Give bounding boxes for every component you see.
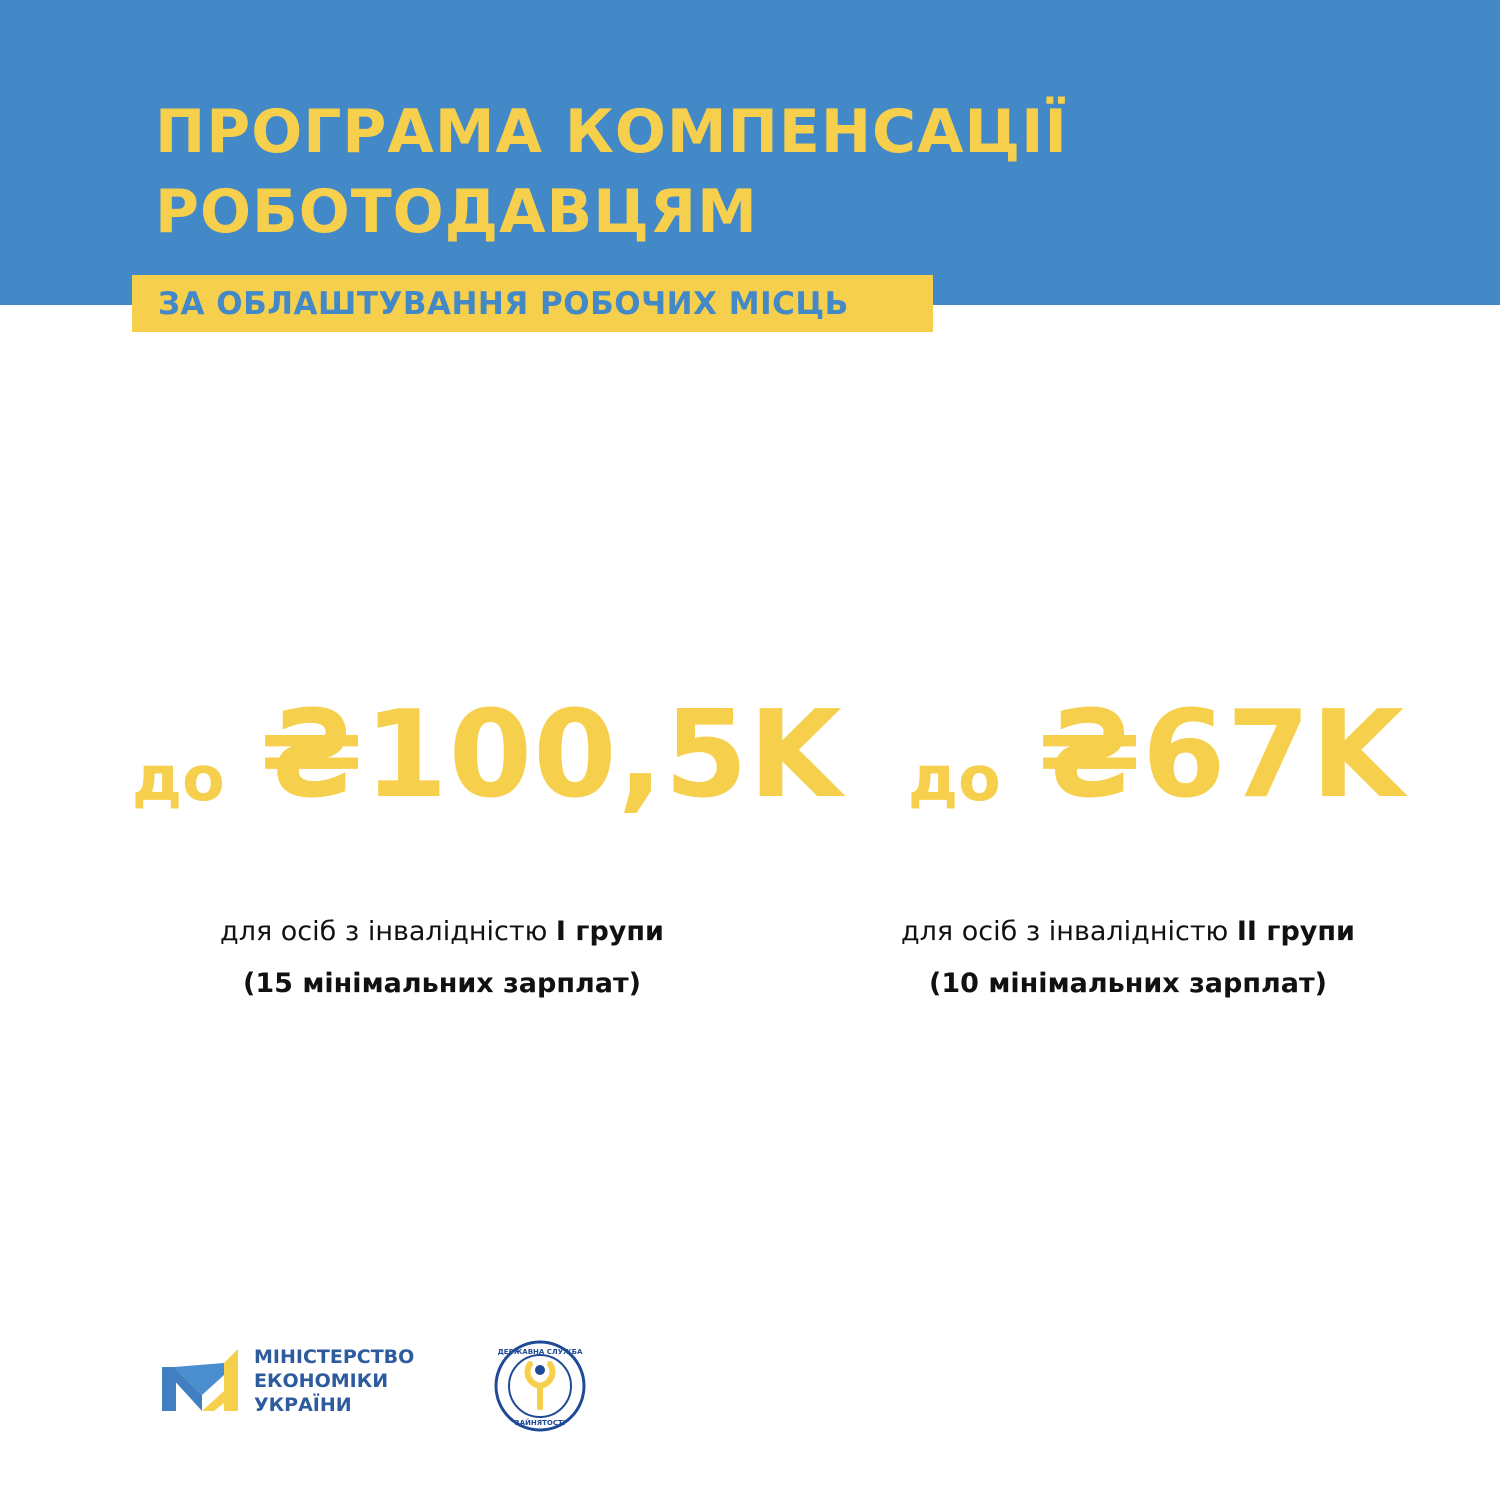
offer-prefix: до	[132, 742, 225, 815]
ministry-line-2: ЕКОНОМІКИ	[254, 1370, 389, 1392]
disability-group: I групи	[555, 916, 664, 947]
page-title	[155, 92, 1068, 252]
ministry-of-economy-logo	[162, 1345, 432, 1415]
ministry-line-1: МІНІСТЕРСТВО	[254, 1346, 415, 1368]
description-line	[868, 906, 1388, 958]
ministry-line-3: УКРАЇНИ	[254, 1394, 352, 1416]
description-text: для осіб з інвалідністю	[220, 916, 556, 947]
salary-note-text: (15 мінімальних зарплат)	[243, 968, 641, 999]
salary-note	[182, 958, 702, 1010]
offer-group-2-amount	[908, 686, 1406, 838]
offer-amount: ₴100,5K	[260, 686, 843, 825]
disability-group: II групи	[1236, 916, 1355, 947]
seal-text-top: ДЕРЖАВНА СЛУЖБА	[497, 1348, 583, 1356]
offer-group-1-description	[182, 906, 702, 1010]
title-line-2: РОБОТОДАВЦЯМ	[155, 177, 758, 247]
ministry-m-icon	[162, 1345, 242, 1415]
salary-note	[868, 958, 1388, 1010]
subtitle-tag	[132, 275, 933, 332]
subtitle-text: ЗА ОБЛАШТУВАННЯ РОБОЧИХ МІСЦЬ	[158, 285, 849, 322]
offer-group-1-amount	[132, 686, 843, 838]
offer-group-2-description	[868, 906, 1388, 1010]
title-line-1: ПРОГРАМА КОМПЕНСАЦІЇ	[155, 97, 1068, 167]
state-employment-service-logo	[494, 1340, 586, 1432]
description-line	[182, 906, 702, 958]
description-text: для осіб з інвалідністю	[901, 916, 1237, 947]
offer-prefix: до	[908, 742, 1001, 815]
ministry-name	[254, 1345, 414, 1417]
salary-note-text: (10 мінімальних зарплат)	[929, 968, 1327, 999]
offer-amount: ₴67K	[1038, 686, 1406, 825]
employment-service-seal-icon	[494, 1340, 586, 1432]
seal-text-bottom: ЗАЙНЯТОСТІ	[514, 1419, 566, 1427]
